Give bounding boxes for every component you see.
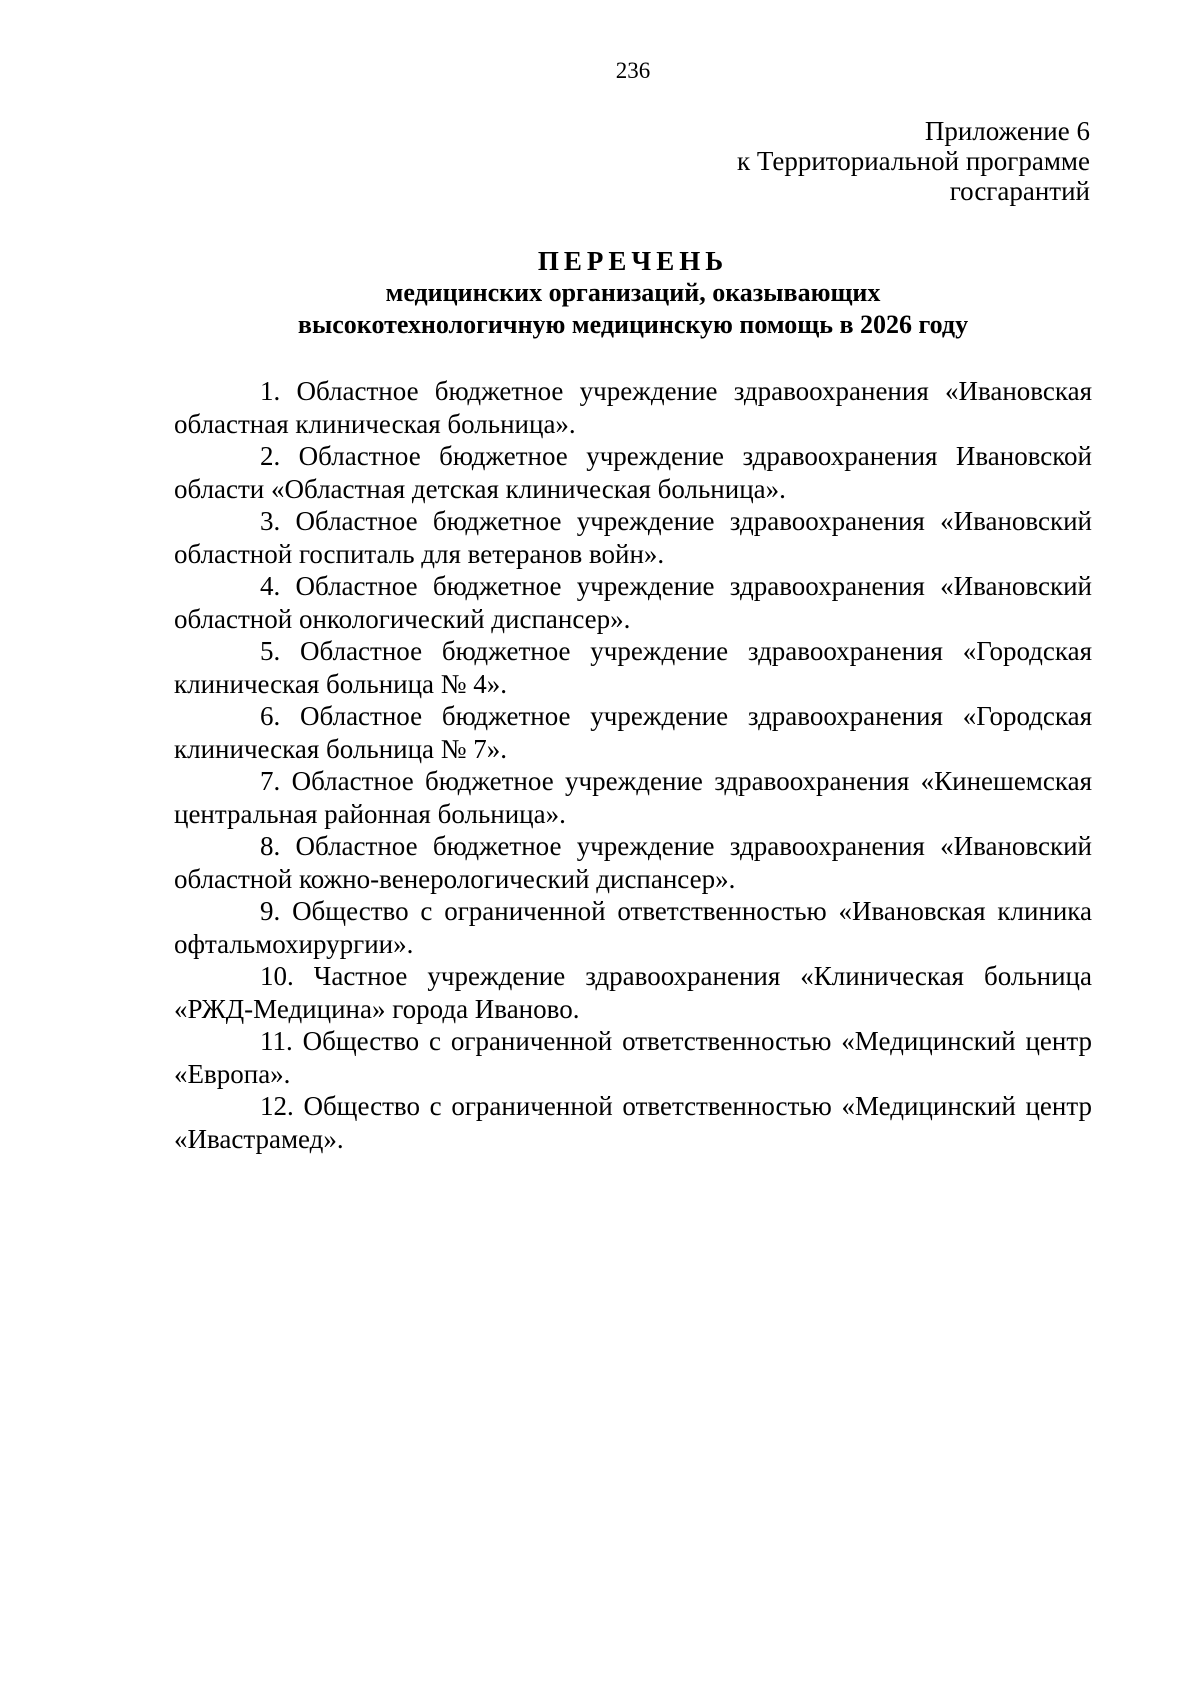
- list-item: 1. Областное бюджетное учреждение здравоохранения «Ивановская областная клиническая больница».: [174, 376, 1092, 439]
- annex-line-3: госгарантий: [949, 176, 1090, 206]
- document-subtitle-line-1: медицинских организаций, оказывающих: [385, 278, 881, 307]
- document-title: ПЕРЕЧЕНЬ: [537, 246, 729, 276]
- list-item: 4. Областное бюджетное учреждение здравоохранения «Ивановский областной онкологический диспансер».: [174, 571, 1092, 634]
- annex-line-2: к Территориальной программе: [737, 146, 1090, 176]
- list-item: 6. Областное бюджетное учреждение здравоохранения «Городская клиническая больница № 7».: [174, 701, 1092, 764]
- list-item: 10. Частное учреждение здравоохранения «Клиническая больница «РЖД-Медицина» города Иваново.: [174, 961, 1092, 1024]
- list-item: 3. Областное бюджетное учреждение здравоохранения «Ивановский областной госпиталь для ветеранов войн».: [174, 506, 1092, 569]
- list-item: 7. Областное бюджетное учреждение здравоохранения «Кинешемская центральная районная больница».: [174, 766, 1092, 829]
- list-item: 9. Общество с ограниченной ответственностью «Ивановская клиника офтальмохирургии».: [174, 896, 1092, 959]
- list-item: 5. Областное бюджетное учреждение здравоохранения «Городская клиническая больница № 4».: [174, 636, 1092, 699]
- organization-list: [174, 375, 1092, 1155]
- list-item: 11. Общество с ограниченной ответственностью «Медицинский центр «Европа».: [174, 1026, 1092, 1089]
- list-item: 8. Областное бюджетное учреждение здравоохранения «Ивановский областной кожно-венерологический диспансер».: [174, 831, 1092, 894]
- document-heading: [0, 245, 1200, 341]
- annex-line-1: Приложение 6: [924, 116, 1090, 146]
- page-number: 236: [615, 58, 651, 83]
- list-item: 2. Областное бюджетное учреждение здравоохранения Ивановской области «Областная детская клиническая больница».: [174, 441, 1092, 504]
- list-item: 12. Общество с ограниченной ответственностью «Медицинский центр «Ивастрамед».: [174, 1091, 1092, 1154]
- annex-reference: [737, 116, 1090, 206]
- document-subtitle-line-2: высокотехнологичную медицинскую помощь в 2026 году: [297, 310, 969, 339]
